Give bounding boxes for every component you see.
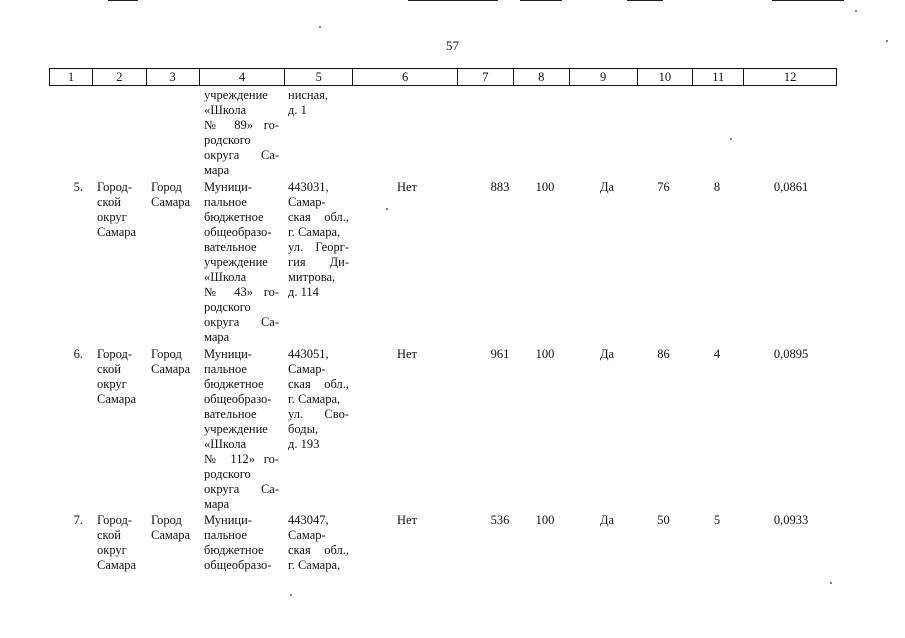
text-line: г. Самара, — [288, 558, 341, 572]
institution-name-cell — [204, 513, 279, 573]
column-9-value: Да — [599, 347, 615, 361]
text-line: д. 114 — [288, 285, 319, 299]
text-line: мара — [204, 497, 230, 511]
text-line: округ — [97, 377, 127, 391]
scan-speck — [855, 10, 857, 12]
text-line: Самар- — [288, 362, 326, 376]
column-11-value: 4 — [713, 347, 721, 361]
column-10-value: 76 — [657, 180, 670, 194]
row-number: 6. — [73, 347, 83, 361]
text-line: Самара — [151, 195, 191, 209]
text-line: общеобразо- — [204, 558, 272, 572]
column-12-value: 0,0861 — [773, 180, 809, 194]
table-row — [49, 513, 837, 583]
column-10-value: 86 — [657, 347, 670, 361]
text-line: боды, — [288, 422, 319, 436]
text-line: Самара — [97, 225, 137, 239]
text-line: бюджетное — [204, 543, 264, 557]
text-line: ская обл., — [288, 377, 349, 391]
text-line: вательное — [204, 407, 257, 421]
text-line: ской — [97, 528, 121, 542]
column-8-value: 100 — [535, 347, 555, 361]
text-line: Самар- — [288, 528, 326, 542]
text-line: Город- — [97, 347, 133, 361]
institution-name-cell — [204, 88, 279, 178]
text-line: пальное — [204, 195, 247, 209]
text-line: округ — [97, 543, 127, 557]
text-line: Самара — [97, 392, 137, 406]
column-header: 9 — [570, 69, 638, 85]
column-header: 5 — [285, 69, 353, 85]
page-number: 57 — [446, 38, 459, 53]
scan-line — [627, 0, 663, 1]
column-12-value: 0,0933 — [773, 513, 809, 527]
text-line: «Школа — [204, 437, 247, 451]
column-11-value: 8 — [713, 180, 721, 194]
row-number: 5. — [73, 180, 83, 194]
settlement-cell — [151, 347, 201, 377]
column-8-value: 100 — [535, 513, 555, 527]
scan-speck — [290, 594, 292, 596]
address-cell — [288, 180, 349, 300]
column-8-value: 100 — [535, 180, 555, 194]
text-line: родского — [204, 133, 251, 147]
text-line: ул. Сво- — [288, 407, 349, 421]
address-cell — [288, 347, 349, 452]
column-10-value: 50 — [657, 513, 670, 527]
text-line: пальное — [204, 528, 247, 542]
address-cell — [288, 513, 349, 573]
text-line: общеобразо- — [204, 392, 272, 406]
column-header: 7 — [458, 69, 514, 85]
text-line: Самара — [97, 558, 137, 572]
scan-speck — [319, 26, 321, 28]
text-line: родского — [204, 300, 251, 314]
column-header: 1 — [50, 69, 93, 85]
column-9-value: Да — [599, 513, 615, 527]
column-header: 3 — [147, 69, 200, 85]
column-7-value: 883 — [490, 180, 510, 194]
text-line: гия Ди- — [288, 255, 349, 269]
text-line: Муници- — [204, 180, 252, 194]
column-header: 6 — [353, 69, 458, 85]
municipality-cell — [97, 513, 147, 573]
text-line: № 43» го- — [204, 285, 279, 299]
text-line: ул. Георг- — [288, 240, 349, 254]
column-header: 8 — [514, 69, 570, 85]
scan-line — [520, 0, 562, 1]
text-line: 443031, — [288, 180, 329, 194]
municipality-cell — [97, 347, 147, 407]
text-line: Город- — [97, 180, 133, 194]
text-line: Город — [151, 180, 182, 194]
text-line: общеобразо- — [204, 225, 272, 239]
text-line: митрова, — [288, 270, 336, 284]
settlement-cell — [151, 180, 201, 210]
text-line: округа Са- — [204, 482, 279, 496]
text-line: учреждение — [204, 255, 268, 269]
text-line: мара — [204, 163, 230, 177]
text-line: родского — [204, 467, 251, 481]
row-number: 7. — [73, 513, 83, 527]
text-line: Муници- — [204, 513, 252, 527]
text-line: бюджетное — [204, 210, 264, 224]
text-line: округа Са- — [204, 315, 279, 329]
text-line: ская обл., — [288, 543, 349, 557]
table-row — [49, 180, 837, 350]
text-line: ской — [97, 362, 121, 376]
text-line: д. 1 — [288, 103, 307, 117]
column-7-value: 536 — [490, 513, 510, 527]
municipality-cell — [97, 180, 147, 240]
text-line: «Школа — [204, 270, 247, 284]
text-line: г. Самара, — [288, 392, 341, 406]
text-line: пальное — [204, 362, 247, 376]
text-line: учреждение — [204, 422, 268, 436]
text-line: Город- — [97, 513, 133, 527]
institution-name-cell — [204, 180, 279, 345]
text-line: округ — [97, 210, 127, 224]
text-line: бюджетное — [204, 377, 264, 391]
address-cell — [288, 88, 349, 118]
column-6-value: Нет — [396, 180, 418, 194]
text-line: ская обл., — [288, 210, 349, 224]
text-line: Самара — [151, 528, 191, 542]
scan-line — [772, 0, 844, 1]
text-line: «Школа — [204, 103, 247, 117]
column-9-value: Да — [599, 180, 615, 194]
text-line: вательное — [204, 240, 257, 254]
text-line: округа Са- — [204, 148, 279, 162]
table-header-row — [49, 68, 837, 86]
column-header: 4 — [200, 69, 286, 85]
text-line: Город — [151, 513, 182, 527]
text-line: д. 193 — [288, 437, 320, 451]
text-line: нисная, — [288, 88, 329, 102]
institution-name-cell — [204, 347, 279, 512]
text-line: Самар- — [288, 195, 326, 209]
column-header: 11 — [693, 69, 744, 85]
text-line: мара — [204, 330, 230, 344]
text-line: учреждение — [204, 88, 268, 102]
scan-line — [108, 0, 138, 1]
text-line: Город — [151, 347, 182, 361]
text-line: Самара — [151, 362, 191, 376]
column-header: 2 — [93, 69, 147, 85]
settlement-cell — [151, 513, 201, 543]
column-12-value: 0,0895 — [773, 347, 809, 361]
column-7-value: 961 — [490, 347, 510, 361]
column-6-value: Нет — [396, 513, 418, 527]
column-11-value: 5 — [713, 513, 721, 527]
text-line: ской — [97, 195, 121, 209]
text-line: Муници- — [204, 347, 252, 361]
text-line: 443051, — [288, 347, 329, 361]
text-line: № 112» го- — [204, 452, 279, 466]
column-header: 10 — [638, 69, 694, 85]
scan-line — [408, 0, 498, 1]
text-line: № 89» го- — [204, 118, 279, 132]
text-line: 443047, — [288, 513, 329, 527]
column-6-value: Нет — [396, 347, 418, 361]
table-row — [49, 347, 837, 517]
column-header: 12 — [783, 70, 797, 84]
text-line: г. Самара, — [288, 225, 341, 239]
